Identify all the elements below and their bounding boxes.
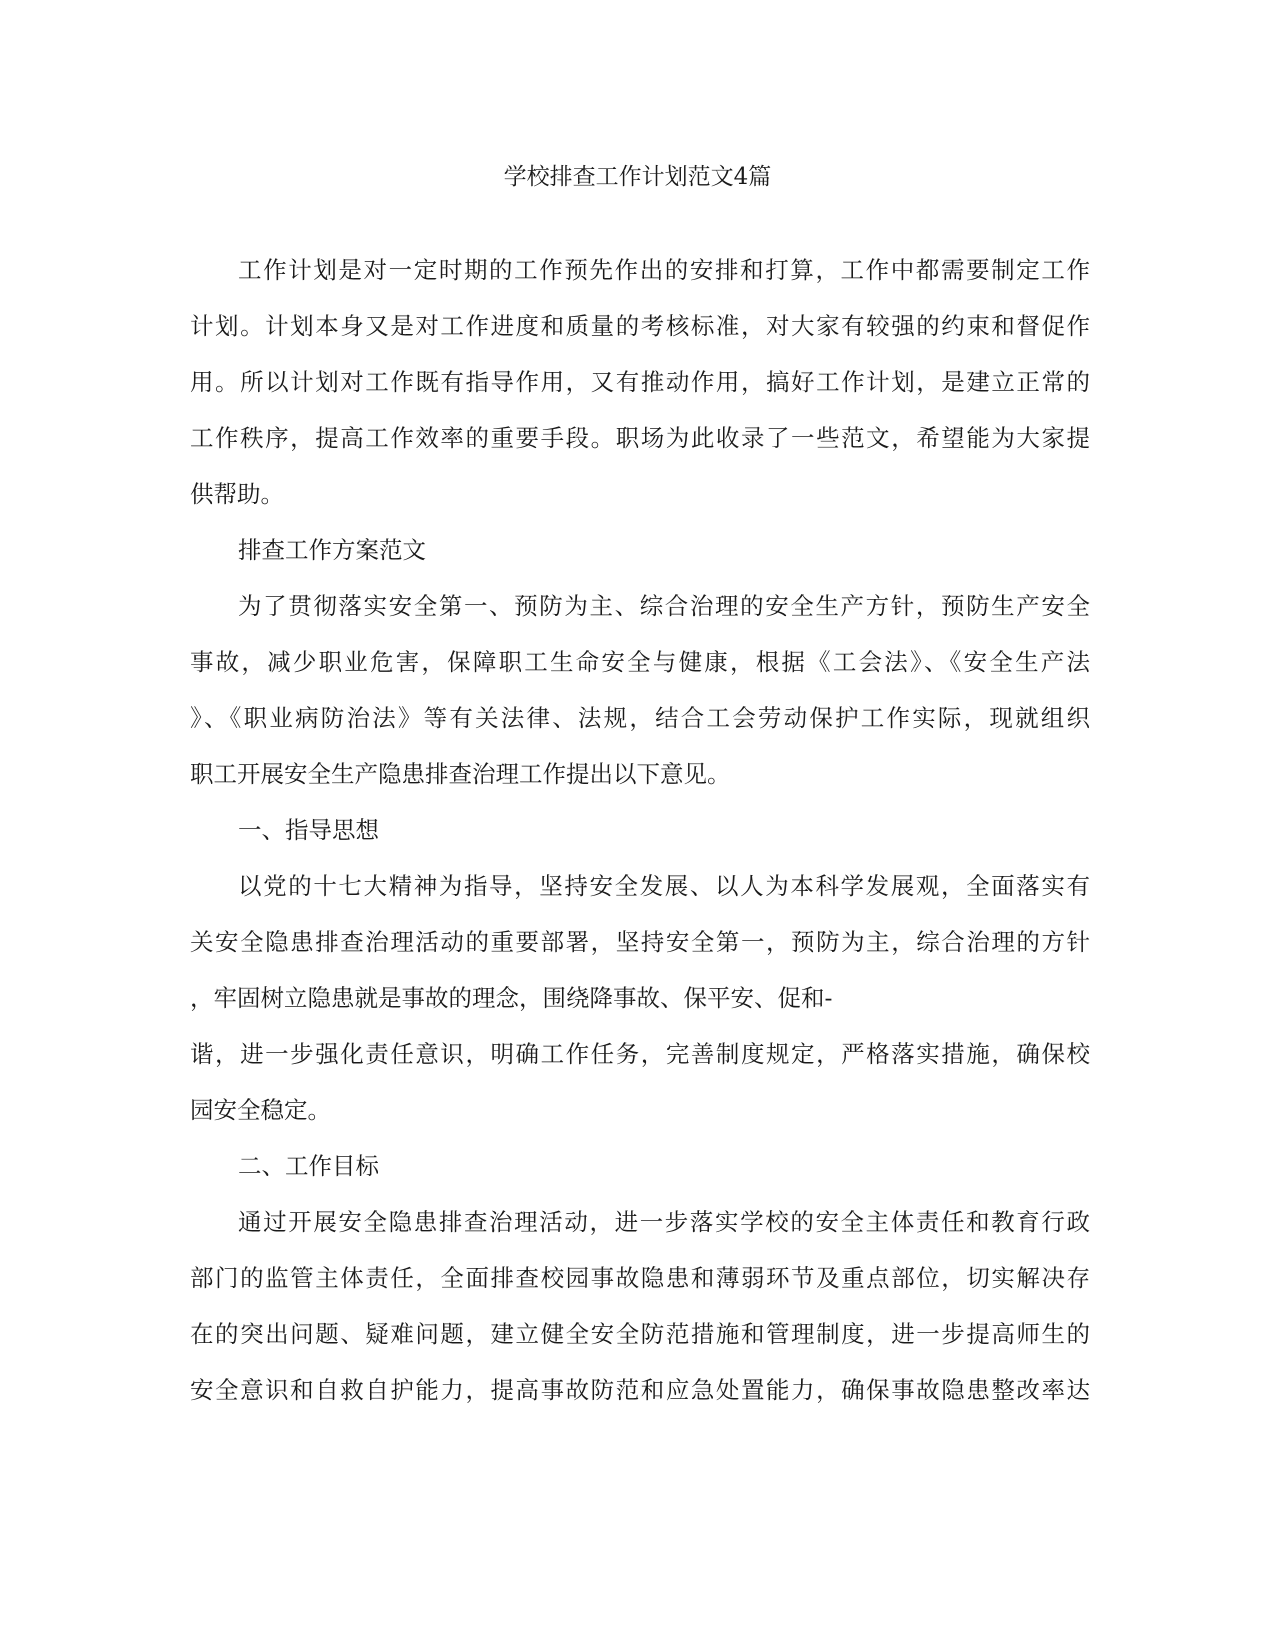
body-line: 部门的监管主体责任，全面排查校园事故隐患和薄弱环节及重点部位，切实解决存 bbox=[190, 1264, 1090, 1292]
body-line: 通过开展安全隐患排查治理活动，进一步落实学校的安全主体责任和教育行政 bbox=[238, 1208, 1090, 1236]
body-line: 园安全稳定。 bbox=[190, 1096, 331, 1124]
body-line: 》、《职业病防治法》等有关法律、法规，结合工会劳动保护工作实际，现就组织 bbox=[190, 704, 1090, 732]
section-heading: 排查工作方案范文 bbox=[238, 536, 426, 564]
section-heading: 一、指导思想 bbox=[238, 816, 379, 844]
body-line: 供帮助。 bbox=[190, 480, 284, 508]
body-line: 谐，进一步强化责任意识，明确工作任务，完善制度规定，严格落实措施，确保校 bbox=[190, 1040, 1090, 1068]
body-line: 事故，减少职业危害，保障职工生命安全与健康，根据《工会法》、《安全生产法 bbox=[190, 648, 1090, 676]
section-heading: 二、工作目标 bbox=[238, 1152, 379, 1180]
body-line: 为了贯彻落实安全第一、预防为主、综合治理的安全生产方针，预防生产安全 bbox=[238, 592, 1090, 620]
body-line: 工作计划是对一定时期的工作预先作出的安排和打算，工作中都需要制定工作 bbox=[238, 256, 1090, 284]
body-line: 计划。计划本身又是对工作进度和质量的考核标准，对大家有较强的约束和督促作 bbox=[190, 312, 1090, 340]
document-title: 学校排查工作计划范文4篇 bbox=[503, 164, 772, 190]
body-line: 用。所以计划对工作既有指导作用，又有推动作用，搞好工作计划，是建立正常的 bbox=[190, 368, 1090, 396]
body-line: ，牢固树立隐患就是事故的理念，围绕降事故、保平安、促和- bbox=[190, 984, 833, 1012]
body-line: 在的突出问题、疑难问题，建立健全安全防范措施和管理制度，进一步提高师生的 bbox=[190, 1320, 1090, 1348]
body-line: 安全意识和自救自护能力，提高事故防范和应急处置能力，确保事故隐患整改率达 bbox=[190, 1376, 1090, 1404]
body-line: 职工开展安全生产隐患排查治理工作提出以下意见。 bbox=[190, 760, 731, 788]
body-line: 工作秩序，提高工作效率的重要手段。职场为此收录了一些范文，希望能为大家提 bbox=[190, 424, 1090, 452]
body-line: 以党的十七大精神为指导，坚持安全发展、以人为本科学发展观，全面落实有 bbox=[238, 872, 1090, 900]
body-line: 关安全隐患排查治理活动的重要部署，坚持安全第一，预防为主，综合治理的方针 bbox=[190, 928, 1090, 956]
